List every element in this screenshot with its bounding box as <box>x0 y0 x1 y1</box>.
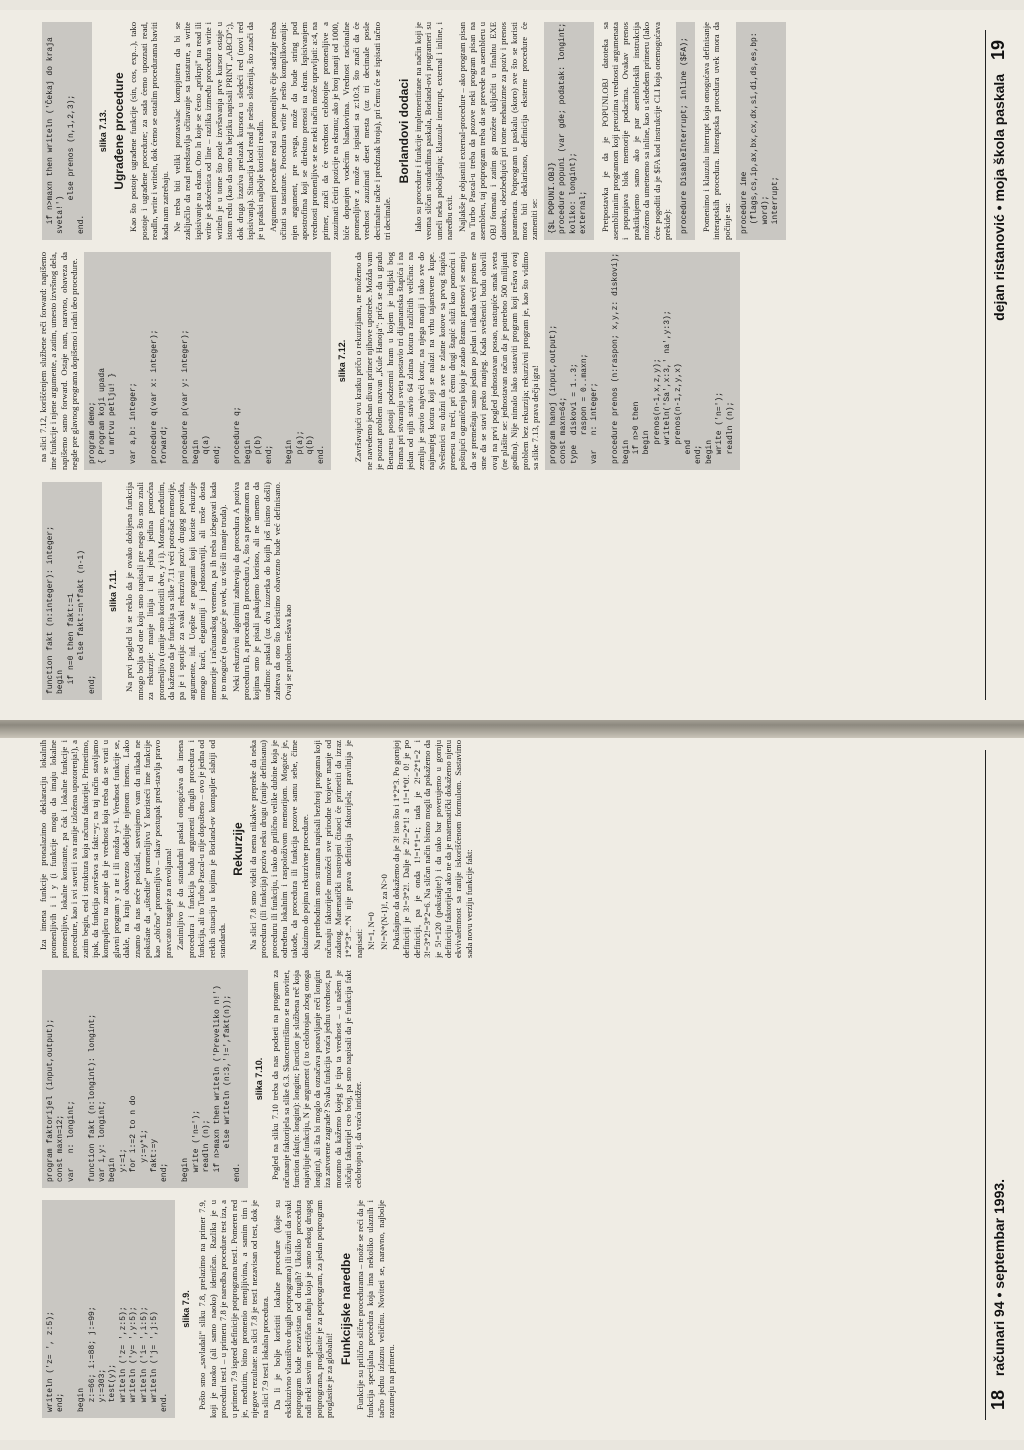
paragraph: Zanimljivo je da standardni paskal omogućava da imena procedura i funkcija budu argumenti drugih procedura i funkcija, ali to Turbo Pascal-u nije dopušteno – ovo je jedna od retkih situacija u kojima je Borland-ov kompajler slabiji od standarda. <box>175 740 227 958</box>
footer-text: računari 94 • septembar 1993. <box>991 1178 1007 1377</box>
code-block-demo: program demo; { Program koji upada u mrtvu petlju! } var a,b: integer; procedure q(var x: integer); forward; procedure p(var y: integer); begin q(a) end; procedure q; begin p(b) end; begin p(a); q(b) end. <box>84 252 331 470</box>
paragraph: Ne treba biti veliki poznavalac kompjutera da bi se zaključilo da read predstavlja učitavanje sa tastature, a write ispisivanje na ekran. Ono ln koje se često „prikrpi" na read ili write je skraćenica od line – razlika između procedura write i writeln je u tome što posle izvršavanja prve kursor ostaje u istom redu (kao da smo na bejziku napisali PRINT „ABCD";), dok druga izaziva prelazak kursora u sledeći red (novi red ispisivanja). Situacija kod read je nešto složenija, što znači da je u praksi najbolje koristiti readln. <box>172 22 266 240</box>
code-block-test: writeln ('z= ', z:5); end; begin z:=66; i:=88; j:=99; y:=303; test(y); writeln ('z= ',z:5); writeln ('y= ',y:5); writeln ('i= ',i:5); writeln ('j= ',j:5) end. <box>42 1200 175 1418</box>
paragraph: Iako su procedure i funkcije implementirane na način koji je veoma sličan standardima paskala, Borland-ovi programeri su umeli neka poboljšanja; klauzule interrupt, external i inline, i naredbu exit. <box>413 22 455 240</box>
left-column-1 <box>38 1200 968 1418</box>
paragraph: Pošto smo „savladali" sliku 7.8, prelazimo na primer 7.9, koji je naoko (ali samo naoko) identičan. Razlika je u proceduri test1 – u primeru 7.8 je naredba procedure test iza, a u primeru 7.9 ispred definicije potprograma test1. Pomeren red je, međutim, bitno promenio menjljivima, a samim tim i njegove rezultate: na slici 7.8 je test1 nezavisan od test, dok je na slici 7.9 test1 lokalna procedura. <box>197 1200 270 1418</box>
paragraph: Najlakše je objasniti external-procedure – ako program pisan na Turbo Pascal-u treba da pozove neki program pisan na asembleru, taj potprogram treba da se prevede na asembleru u OBJ formatu i zatim ga možete uključiti u finalnu EXE datoteku, obezbeđujući pri tome mehanizme za poziv i prenos parametara. Potprogram u paskalu (skoro) sve što se koristi mora biti deklarisano, definicija eksterne procedure će zameniti se: <box>456 22 540 240</box>
code-block-hanoj-end: if n>maxn then writeln ('Čekaj do kraja sveta!') else prenos (n,1,2,3); end. <box>42 22 92 240</box>
page-19 <box>0 10 1024 720</box>
footer-left <box>985 750 1010 1420</box>
section-heading: Borlandovi dodaci <box>396 78 411 184</box>
paragraph: Na slici 7.8 smo videli da nema nikakve prepreke da neka procedura (ili funkcija) poziva neku drugu (ranije definisanu) proceduru ili funkciju, i tako do prilično velike dubine koja je određena lokalnim i raspoloživom memorijom. Moguće je, takođe, da procedura ili funkcija pozove samu sebe, čime dolazimo do pojma rekurzivne procedure. <box>247 740 310 958</box>
figure-caption: slika 7.10. <box>253 1057 264 1101</box>
paragraph: Argumenti procedure read su promenljive čije sadržaje treba učitati sa tastature. Procedura write je nešto komplikovanija: njen argument, pre svega, može da bude string pod apostrofima koji se direktno prenosi na ekran. Ispisivanjem vrednosti promenljive se ne neki način može upravljati: a:4, na primer, znači da će vrednost celobrojne promenljive a zauzimati četiri pozicije na ekranu; ako je broj manji od 1000, biće dopunjen vodećim blankovima. Vrednost racionalne promenljive z može se ispisati sa z:10:3, što znači da će vrednost zauzimati deset mesta (uz tri decimale posle decimalne tačke i predznak broja), pri čemu će se ispisati tačno tri decimale. <box>267 22 393 240</box>
paragraph: Da li je bolje koristiti lokalne procedure (koje su ekskluzivno vlasništvo drugih potprograma) ili uživati da svaki potprogram bude nezavistan od drugih? Ukoliko procedura radi neki sasvim specifičan radnju koja je samo nekog drugog potprograma, proglasite je za potprogram, za jedan potprogram proglasite je za globalni! <box>272 1200 335 1418</box>
paragraph: Kao što postoje ugrađene funkcije (sin, cos, exp...), tako postoje i ugrađene procedure; za sada ćemo upoznati read, readln, write i writeln, dok ćemo se ostalim procedurama baviti kada nam zatrebaju. <box>128 22 170 240</box>
formula-line: N!=1, N=0 <box>366 912 377 950</box>
figure-caption: slika 7.12. <box>336 339 347 383</box>
page-number: 19 <box>988 40 1008 61</box>
footer-right <box>985 30 1010 700</box>
paragraph: Pomenimo i klauzulu interrupt koja omogućava definisanje interaptskih procedura. Interaptska procedura uvek mora da počinje sa: <box>700 22 732 240</box>
right-column-3 <box>38 22 968 240</box>
left-column-3 <box>38 740 968 958</box>
right-column-1 <box>38 482 968 700</box>
paragraph: Pretpostavka je da je POPUNI.OBJ datoteka sa asembliranim programom koji preuzima vrednosti argumenata i popunjava blok memorije podacima. Ovakav prenos praktikujemo samo ako je par asemblerskih instrukcija možemo da umetnemo sa inline, kao u slededem primeru (lako ćete pogoditi da je $FA kod instrukcije CLI koja onemogućava prekide): <box>599 22 672 240</box>
paragraph: Funkcije su prilično slične procedurama – može se reći da je funkcija specijalna procedura koja ima nekoliko ulaznih i tačno jednu izlaznu veličinu. Noviteti se, naravno, najbolje razumeju na primeru. <box>354 1200 397 1418</box>
footer-text: dejan ristanović • moja škola paskala <box>991 73 1007 321</box>
paragraph: Pogled na sliku 7.10 treba da nas podseti na program za računanje faktorijela sa slike 6.3. Skoncentrišimo se na novitet, function fakt(n: longint): longint; Function je službena reč koja najavljuje funkciju, N je argument (i to celobrojan zbog onoga longint), ali šta bi moglo da označava ponavljanje reči longint iza zatvorene zagrade? Svaka funkcija vraća jednu vrednost, pa moramo da kažemo kojeg je tipa ta vrednost – u našem je slučaju faktorijel ceo broj, pa smo napisali da je funkcija fakt celobrojna tj. da vraća intidžer. <box>270 970 364 1188</box>
paragraph: Iza imena funkcije pronalazimo deklaraciju lokalnih promenljivih i i y (i funkcije mogu da imaju lokalne promenljive, lokalne konstante, pa čak i lokalne funkcije i procedure, kao i svi saveti i sva ranije izložena upozorenja!), a zatim begin, end i struktura koja računa faktorijel. Primetimo, ipak, da funkcija završava sa fakt:=y; na taj način stavljamo kompajleru na znanje da je vrednost koja treba da se vrati u glavni program y a ne i ili možda y+1. Vrednost funkcije se, dakle, na kraju obavezno dodeljuje njenom imenu. Lako znamo da nas neće poslušati, savetujemo vam da nikada ne pokušate da „uštedite" promenljivu Y koristeći ime funkcije kao „obično" promenljivo – takav postupak pred-stavlja pravo pravcato traganje za nevoljama! <box>38 740 173 958</box>
section-heading: Funkcijske naredbe <box>338 1252 353 1366</box>
code-block-faktorijel: program faktorijel (input,output); const maxn=12; var n: longint; function fakt (n:longint): longint; var i,y: longint; begin y:=1; for i:=2 to n do y:=y*i; fakt:=y end; begin write ('n='); readln (n); if n>maxn then writeln ('Preveliko n!') else writeln (n:3,'!=',fakt(n)); end. <box>42 970 248 1188</box>
paragraph: Neki rekurzivni algoritmi zahtevaju da procedura A poziva proceduru B, a procedura B proceduru A, što sa programom na kojima smo je pisali pakujemo korisno, ali ne umemo da uradimo: paskal (uz dva izuzetka do kojih još nismo došli) zahteva da ono što koristimo obavezno bude već definisano. Ovaj se problem rešava kao <box>230 482 293 700</box>
section-heading: Rekurzije <box>231 822 246 876</box>
code-block-inline: procedure DisableInterrupt; inline ($FA); <box>676 22 694 240</box>
figure-caption: slika 7.13. <box>97 109 108 153</box>
right-column-2 <box>38 252 968 470</box>
formula-line: N!=N*(N-1)!, za N>0 <box>378 874 389 950</box>
paragraph: na slici 7.12, korišćenjem službene reči forward: napišemo ime funkcije i njene argumente, a zatim, umesto izvršnog dela, napišemo samo forward. Ostaje nam, naravno, obaveza da negde pre glavnog programa dopišemo i radni deo procedure. <box>38 252 80 470</box>
page-number: 18 <box>988 1389 1008 1410</box>
left-column-2 <box>38 970 968 1188</box>
code-block-fakt-recursive: function fakt (n:integer): integer; begin if n=0 then fakt:=1 else fakt:=n*fakt (n-1) end; <box>42 482 102 700</box>
paragraph: Završavajući ovu kratku priču o rekurzijama, ne možemo da ne navedemo jedan divan primer njihove upotrebe. Možda vam je poznat problem nazvan „Kule Hanoja": priča se da u gradu Benaresu postoji podzemni hram u kojem je indijski bog Brama pri stvaranju sveta postavio tri dijamantska štapića i na jedan od njih stavio 64 zlatna kotura različitih veličina: na zemlju je stavio najveći kotur, na njega manji i tako sve do najmanjeg kotura koji se nalazi na vrhu tajanstvene kupe. Sveštenici su dužni da sve te zlatne kotove sa prvog štapića prenesu na treći, pri čemu drugi štapić služi kao pomoćni i poštujući ograničenja koja je zadao Brama: prstenovi se smeju da se premeštaju samo jedan po jedan i nikada veći prsten ne sme da se stavi preko manjeg. Kada sveštenici budu obavili ovaj na prvi pogled jednostavan posao, nastupiće smak sveta (ne plašite se: jednostavan račun da je potrebno 500 milijardi godina). Nije nimalo lako sastaviti program koji rešava ovaj problem bez rekurzija; rekurzivni program je, kao što vidimo sa slike 7.13, prava dečja igra! <box>353 252 541 470</box>
section-heading: Ugrađene procedure <box>112 72 127 190</box>
paragraph: Pokušajmo da dokažemo da je 3! isto što i 1*2*3. Po gornjoj definiciji je 3!=3*2!. Dalje je 2!=2*1! a 1!=1*0!. 0! je po definiciji, pa je onda 1!=1*1=1; tada je 2!=2*1=2 i 3!=3*2!=3*2=6. Na sličan način bismo mogli da pokažemo da je 5!=120 (pokušajte!) i da tako bar poverujemo u gornju definiciju faktorijela ako ne da je matematički dokažemo njenu ekvivalentnost sa ranije iskorišćenom formulom. Sastavimo sada novu verziju funkcije fakt: <box>391 740 474 958</box>
figure-caption: slika 7.9. <box>180 1290 191 1328</box>
code-block-external: {$L POPUNI.OBJ} procedure popuni (var gde; podatak: longint; koliko: longint); external; <box>544 22 594 240</box>
code-block-hanoj: program hanoj (input,output); const maxn=64; type diskovi = 1..3; raspon = 0..maxn; var n: integer; procedure prenos (n:raspon; x,y,z: diskovi); begin if n>0 then begin prenos(n-1,x,z,y); writeln('Sa',x:3,' na',y:3); prenos(n-1,z,y,x) end end; begin write ('n='); readln (n); <box>545 252 740 470</box>
paragraph: Na prethodnim smo stranama napisali bezbroj programa koji računaju faktorijele množeći sve prirodne brojeve manje od zadatog. Matematički nastrojeni čitaoci će primetiti da izraz 1*2*3*...*N nije prava definicija faktorijela; pravilnija je napisati: <box>312 740 364 958</box>
paragraph: Na prvi pogled bi se reklo da je ovako dobijena funkcija mnogo bolja od one koju smo napisali pre nego što smo znali za rekurzije: manje linija i ni jedna jedina pomoćna promenljiva (ranije smo koristili dve, y i i). Moramo, međutim, da kažemo da je funkcija sa slike 7.11 veći potrošač memorije, pa je i sporija: za svaki rekurzivni poziv drugog povratka, argumente, itd. Uopšte se programi koji koriste rekurzije mnogo kraći, elegantniji i jednostavniji, ali troše dosta memorije i računarskog vremena, pa ih treba izbegavati kada je to moguće (a moguće je uvek, uz više ili manje truda). <box>124 482 229 700</box>
code-block-interrupt: procedure ime (flags,cs,ip,ax,bx,cx,dx,si,di,ds,es,bp: word); interrupt; <box>736 22 786 240</box>
page-18 <box>0 730 1024 1440</box>
figure-caption: slika 7.11. <box>108 569 119 613</box>
